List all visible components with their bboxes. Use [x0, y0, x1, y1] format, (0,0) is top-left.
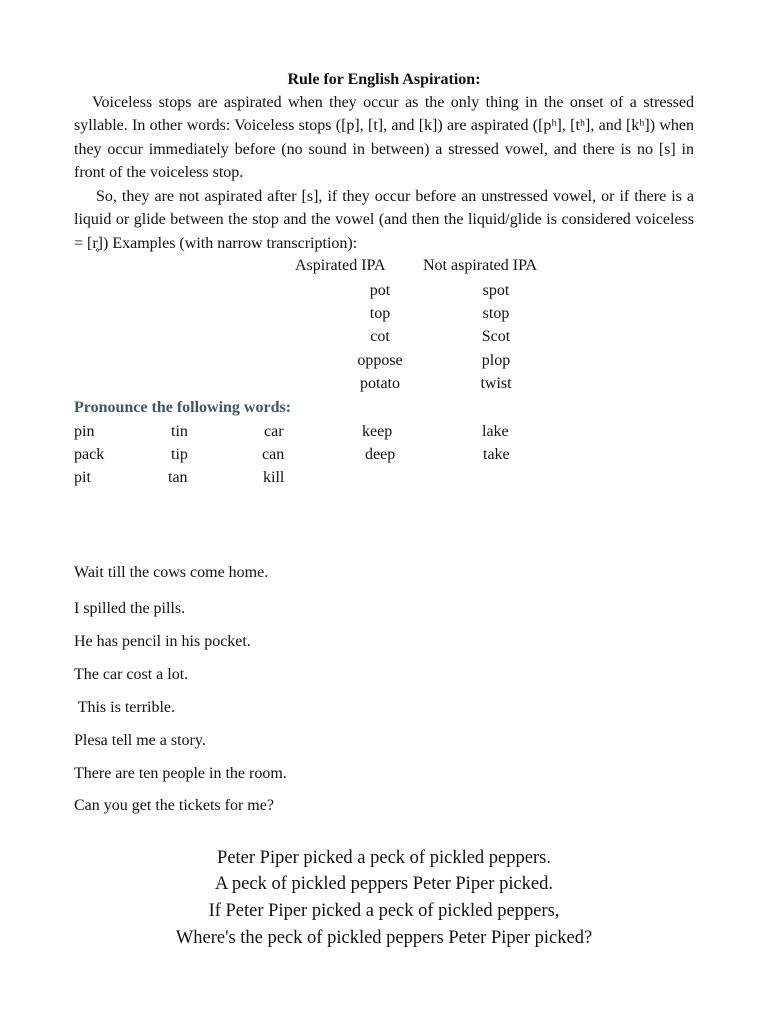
pronounce-word: tin	[171, 423, 188, 440]
practice-sentence: I spilled the pills.	[74, 600, 186, 617]
paragraph-not-aspirated	[74, 185, 694, 255]
practice-sentence: Plesa tell me a story.	[74, 732, 206, 749]
tongue-twister-line: Peter Piper picked a peck of pickled peppers.	[217, 848, 551, 868]
pronounce-word: car	[264, 423, 284, 440]
practice-sentence: Can you get the tickets for me?	[74, 797, 274, 814]
pronounce-word: lake	[482, 423, 509, 440]
table-cell-not-aspirated: spot	[482, 282, 510, 299]
document-title: Rule for English Aspiration:	[287, 71, 481, 88]
practice-sentence: Wait till the cows come home.	[74, 564, 269, 581]
paragraph-aspiration-rule-text: Voiceless stops are aspirated when they occur as the only thing in the onset of a stressed syllable. In other words: Voiceless stops ([p], [t], and [k]) are aspirated ([pʰ], [tʰ], and [kʰ]) when they occur immediately before (no sound in between) a stressed vowel, and there is no [s] in front of the voiceless stop.	[74, 94, 694, 181]
pronounce-word: tan	[168, 469, 188, 486]
pronounce-word: kill	[263, 469, 285, 486]
pronounce-word: can	[262, 446, 285, 463]
pronounce-word: tip	[171, 446, 188, 463]
practice-sentence: The car cost a lot.	[74, 666, 189, 683]
paragraph-aspiration-rule	[74, 91, 694, 184]
tongue-twister-line: A peck of pickled peppers Peter Piper picked.	[214, 874, 554, 894]
practice-sentence: There are ten people in the room.	[74, 765, 287, 782]
pronounce-word: keep	[362, 423, 393, 440]
table-header-not-aspirated: Not aspirated IPA	[423, 257, 538, 274]
pronounce-word: deep	[365, 446, 396, 463]
table-cell-aspirated: top	[369, 305, 391, 322]
table-cell-not-aspirated: stop	[482, 305, 510, 322]
table-cell-not-aspirated: twist	[480, 375, 512, 392]
table-cell-aspirated: oppose	[357, 352, 403, 369]
pronounce-heading: Pronounce the following words:	[74, 399, 292, 416]
table-cell-not-aspirated: plop	[481, 352, 511, 369]
tongue-twister-line: Where's the peck of pickled peppers Peter Piper picked?	[175, 928, 593, 948]
tongue-twister-line: If Peter Piper picked a peck of pickled peppers,	[208, 901, 560, 921]
table-header-aspirated: Aspirated IPA	[295, 257, 386, 274]
pronounce-word: pit	[74, 469, 91, 486]
pronounce-word: take	[483, 446, 510, 463]
practice-sentence: He has pencil in his pocket.	[74, 633, 251, 650]
paragraph-not-aspirated-text: So, they are not aspirated after [s], if they occur before an unstressed vowel, or if there is a liquid or glide between the stop and the vowel (and then the liquid/glide is considered voiceless = [r̥]) Examples (with narrow transcription):	[74, 188, 694, 252]
pronounce-word: pin	[74, 423, 95, 440]
table-cell-not-aspirated: Scot	[481, 328, 511, 345]
table-cell-aspirated: pot	[369, 282, 391, 299]
pronounce-word: pack	[74, 446, 105, 463]
table-cell-aspirated: potato	[360, 375, 400, 392]
table-cell-aspirated: cot	[370, 328, 390, 345]
practice-sentence: This is terrible.	[74, 699, 176, 716]
